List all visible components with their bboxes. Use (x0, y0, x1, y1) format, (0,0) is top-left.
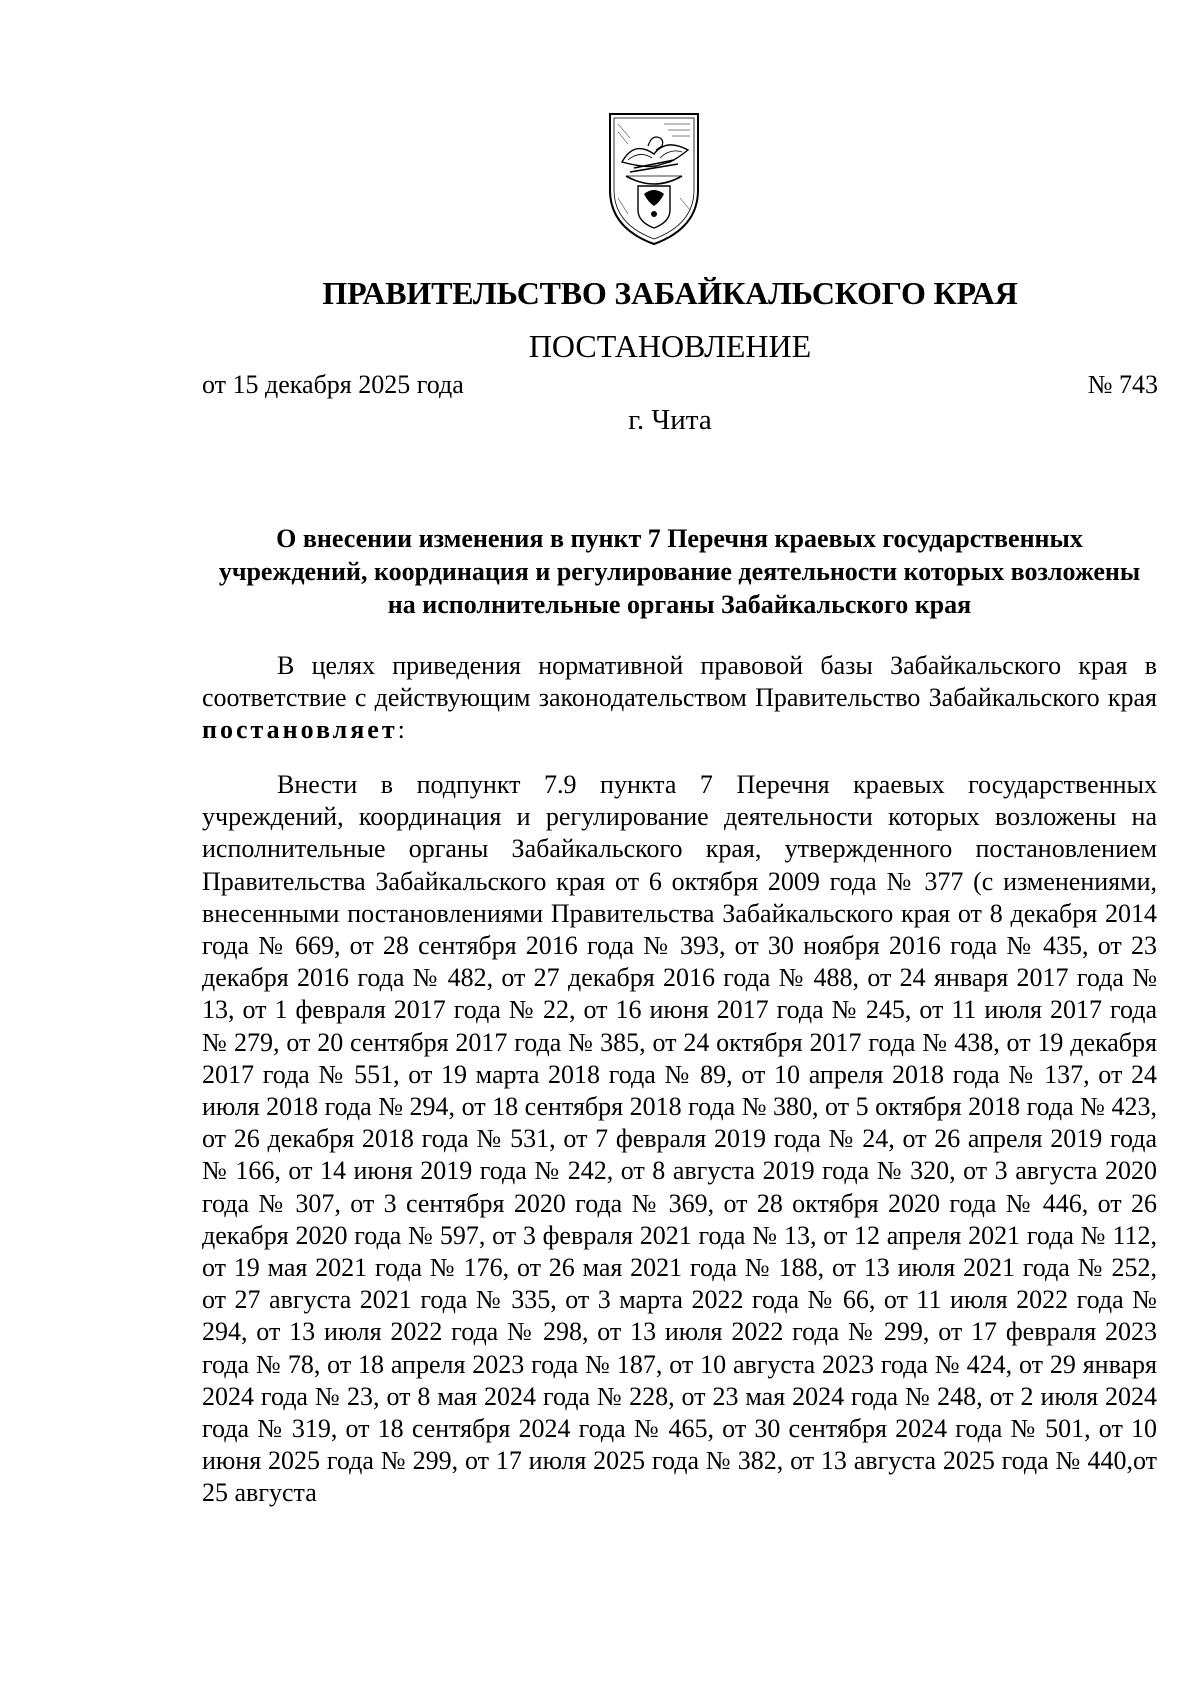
document-city: г. Чита (628, 404, 712, 436)
coat-of-arms-emblem (604, 110, 704, 250)
resolution-keyword: постановляет (202, 715, 398, 745)
document-subject: О внесении изменения в пункт 7 Перечня краевых государственных учреждений, координация и регулирование деятельности которых возложены на исполнительные органы Забайкальского края (218, 524, 1141, 619)
document-type: ПОСТАНОВЛЕНИЕ (528, 328, 812, 364)
coat-of-arms-icon (604, 110, 704, 250)
organization-title: ПРАВИТЕЛЬСТВО ЗАБАЙКАЛЬСКОГО КРАЯ (322, 275, 1018, 311)
preamble-tail: : (397, 715, 405, 745)
preamble-text: В целях приведения нормативной правовой базы Забайкальского края в соответствие с действующим законодательством Правительство Забайкальского края (202, 651, 1157, 713)
document-number: № 743 (1087, 370, 1158, 399)
document-date: от 15 декабря 2025 года (202, 370, 464, 399)
amendment-paragraph: Внести в подпункт 7.9 пункта 7 Перечня краевых государственных учреждений, координация и регулирование деятельности которых возложены на исполнительные органы Забайкальского края, утвержденного постановлением Правительства Забайкальского края от 6 октября 2009 года № 377 (с изменениями, внесенными постановлениями Правительства Забайкальского края от 8 декабря 2014 года № 669, от 28 сентября 2016 года № 393, от 30 ноября 2016 года № 435, от 23 декабря 2016 года № 482, от 27 декабря 2016 года № 488, от 24 января 2017 года № 13, от 1 февраля 2017 года № 22, от 16 июня 2017 года № 245, от 11 июля 2017 года № 279, от 20 сентября 2017 года № 385, от 24 октября 2017 года № 438, от 19 декабря 2017 года № 551, от 19 марта 2018 года № 89, от 10 апреля 2018 года № 137, от 24 июля 2018 года № 294, от 18 сентября 2018 года № 380, от 5 октября 2018 года № 423, от 26 декабря 2018 года № 531, от 7 февраля 2019 года № 24, от 26 апреля 2019 года № 166, от 14 июня 2019 года № 242, от 8 августа 2019 года № 320, от 3 августа 2020 года № 307, от 3 сентября 2020 года № 369, от 28 октября 2020 года № 446, от 26 декабря 2020 года № 597, от 3 февраля 2021 года № 13, от 12 апреля 2021 года № 112, от 19 мая 2021 года № 176, от 26 мая 2021 года № 188, от 13 июля 2021 года № 252, от 27 августа 2021 года № 335, от 3 марта 2022 года № 66, от 11 июля 2022 года № 294, от 13 июля 2022 года № 298, от 13 июля 2022 года № 299, от 17 февраля 2023 года № 78, от 18 апреля 2023 года № 187, от 10 августа 2023 года № 424, от 29 января 2024 года № 23, от 8 мая 2024 года № 228, от 23 мая 2024 года № 248, от 2 июля 2024 года № 319, от 18 сентября 2024 года № 465, от 30 сентября 2024 года № 501, от 10 июня 2025 года № 299, от 17 июля 2025 года № 382, от 13 августа 2025 года № 440,от 25 августа (202, 770, 1157, 1508)
preamble-paragraph (202, 650, 1157, 747)
